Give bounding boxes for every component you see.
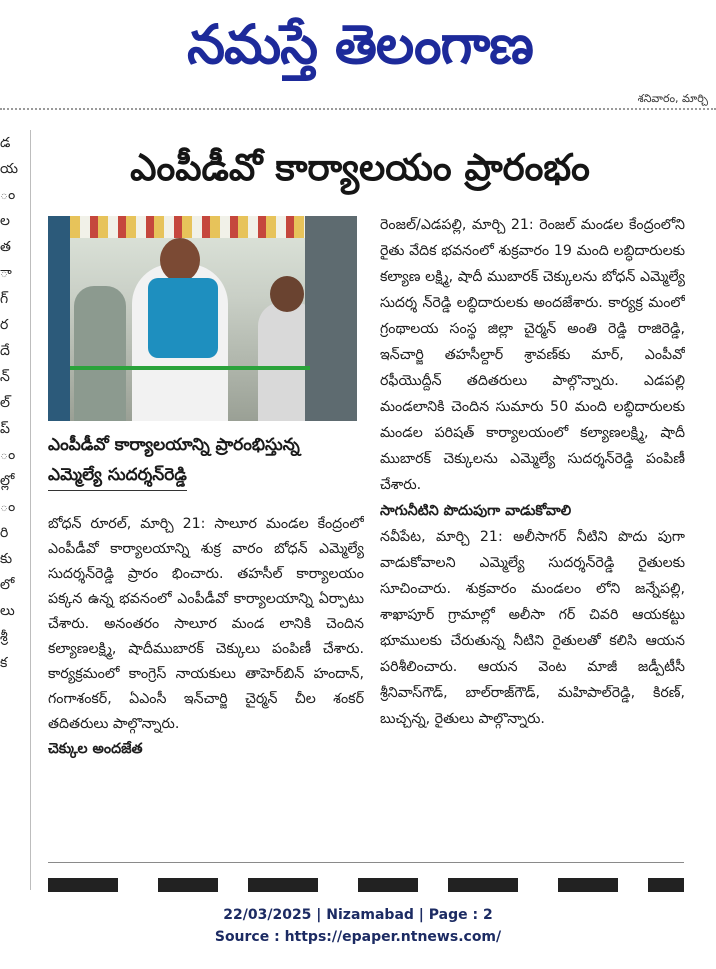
strip-char: త	[0, 239, 11, 255]
strip-char: ర	[0, 317, 9, 333]
column-divider	[30, 130, 31, 890]
photo-caption	[48, 430, 357, 498]
photo-person	[74, 286, 126, 421]
strip-char: కు	[0, 551, 13, 567]
article-left-column	[48, 512, 364, 852]
strip-char: క	[0, 655, 8, 671]
adjacent-column-strip	[0, 130, 22, 900]
photo-curtain	[48, 216, 70, 421]
strip-char: య	[0, 161, 19, 177]
news-photo	[48, 216, 357, 421]
page-footer	[0, 904, 716, 948]
strip-char: ా	[0, 265, 12, 281]
footer-edition-line: 22/03/2025 | Nizamabad | Page : 2	[223, 907, 493, 923]
strip-char: దే	[0, 343, 10, 359]
photo-person-head	[160, 238, 200, 282]
strip-char: ల	[0, 213, 10, 229]
strip-char: ం	[0, 499, 16, 515]
strip-char: న్	[0, 369, 10, 385]
strip-char: ల్	[0, 395, 10, 411]
strip-char: లో	[0, 577, 15, 593]
photo-ribbon	[70, 366, 310, 370]
next-headline-fragment	[48, 878, 684, 892]
photo-blue-stole	[148, 278, 218, 358]
strip-char: ం	[0, 447, 16, 463]
caption-line: ఎమ్మెల్యే సుదర్శన్‌రెడ్డి	[48, 460, 187, 491]
strip-char: శ్రీ	[0, 629, 8, 645]
top-divider	[0, 108, 716, 110]
strip-char: ం	[0, 187, 16, 203]
photo-door	[305, 216, 357, 421]
footer-source-line: Source : https://epaper.ntnews.com/	[214, 929, 502, 945]
strip-char: రి	[0, 525, 9, 541]
strip-char: డ	[0, 135, 11, 151]
date-line: శనివారం, మార్చి	[637, 92, 708, 105]
photo-person-head	[270, 276, 304, 312]
article-subheading: సాగునీటిని పొదుపుగా వాడుకోవాలి	[380, 503, 572, 519]
strip-char: లు	[0, 603, 15, 619]
strip-char: ప్	[0, 421, 10, 437]
article-paragraph: నవీపేట, మార్చి 21: అలీసాగర్ నీటిని పొదు పుగా వాడుకోవాలని ఎమ్మెల్యే సుదర్శన్‌రెడ్డి రైతులకు సూచించారు. శుక్రవారం మండలం లోని జన్నేపల్లి, శాఖాపూర్ గ్రామాల్లో అలీసా గర్ చివరి ఆయకట్టు భూములకు చేరుతున్న నీటిని రైతులతో కలిసి ఆయన పరిశీలించారు. ఆయన వెంట మాజీ జడ్పీటీసీ శ్రీనివాస్‌గౌడ్, బాల్‌రాజ్‌గౌడ్, మహిపాల్‌రెడ్డి, కిరణ్, బుచ్చన్న, రైతులు పాల్గొన్నారు.	[380, 529, 685, 727]
strip-char: గ్	[0, 291, 9, 307]
bottom-divider	[48, 862, 684, 863]
article-subheading: చెక్కుల అందజేత	[48, 741, 143, 757]
strip-char: ల్లో	[0, 473, 15, 489]
article-headline: ఎంపీడీవో కార్యాలయం ప్రారంభం	[130, 146, 590, 189]
photo-flower-garland	[70, 216, 305, 238]
newspaper-masthead: నమస్తే తెలంగాణ	[187, 13, 533, 76]
article-right-column	[380, 212, 685, 852]
caption-line: ఎంపీడీవో కార్యాలయాన్ని ప్రారంభిస్తున్న	[48, 435, 300, 455]
article-paragraph: రెంజల్/ఎడపల్లి, మార్చి 21: రెంజల్ మండల కేంద్రంలోని రైతు వేదిక భవనంలో శుక్రవారం 19 మంది లబ్ధిదారులకు కల్యాణ లక్ష్మి, షాదీ ముబారక్ చెక్కులను బోధన్ ఎమ్మెల్యే సుదర్శ న్‌రెడ్డి లబ్ధిదారులకు అందజేశారు. కార్యక్ర మంలో గ్రంథాలయ సంస్థ జిల్లా చైర్మన్ అంతి రెడ్డి రాజిరెడ్డి, ఇన్‌చార్జి తహసీల్దార్ శ్రావణ్‌కు మార్, ఎంపీవో రఫీయొద్దీన్ తదితరులు పాల్గొన్నారు. ఎడపల్లి మండలానికి చెందిన సుమారు 50 మంది లబ్ధిదారులకు మండల పరిషత్ కార్యాలయంలో కల్యాణలక్ష్మి, షాదీ ముబారక్ చెక్కులను ఎమ్మెల్యే సుదర్శన్‌రెడ్డి పంపిణీ చేశారు.	[380, 217, 685, 493]
article-paragraph: బోధన్ రూరల్, మార్చి 21: సాలూర మండల కేంద్రంలో ఎంపీడీవో కార్యాలయాన్ని శుక్ర వారం బోధన్ ఎమ్మెల్యే సుదర్శన్‌రెడ్డి ప్రారం భించారు. తహసీల్ కార్యాలయం పక్కన ఉన్న భవనంలో ఎంపీడీవో కార్యాలయాన్ని ఏర్పాటు చేశారు. అనంతరం సాలూర మండ లానికి చెందిన కల్యాణలక్ష్మి, షాదీముబారక్ చెక్కులు పంపిణీ చేశారు. కార్యక్రమంలో కాంగ్రెస్ నాయకులు తాహెర్‌బిన్ హందాన్, గంగాశంకర్, ఏఎంసీ ఇన్‌చార్జి చైర్మన్ చీల శంకర్ తదితరులు పాల్గొన్నారు.	[48, 516, 364, 732]
